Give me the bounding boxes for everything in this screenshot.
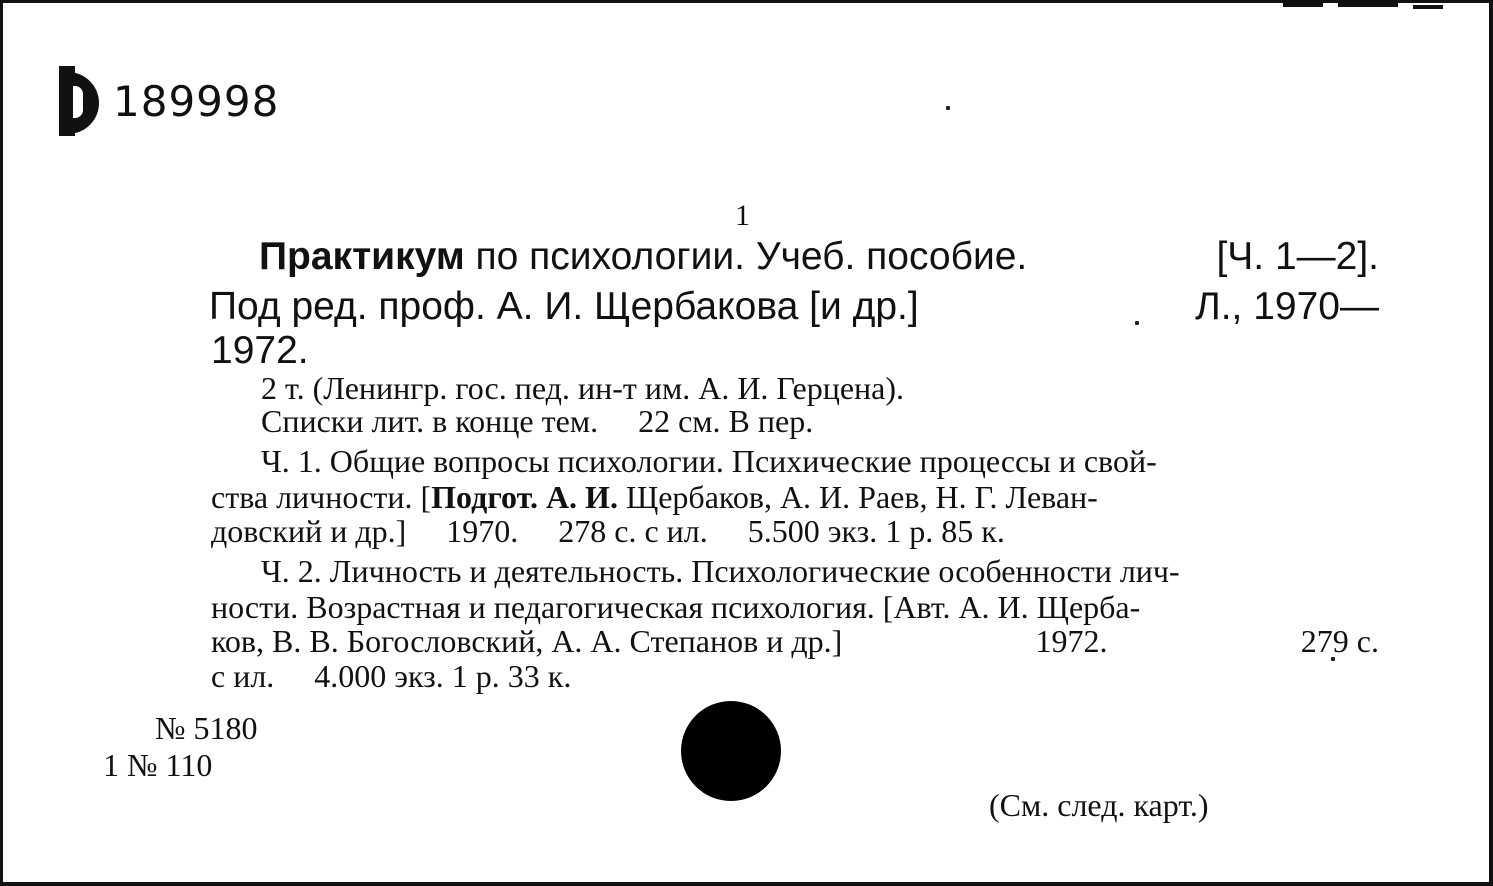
call-number bbox=[55, 61, 279, 141]
editor-statement: Под ред. проф. А. И. Щербакова [и др.] bbox=[209, 285, 919, 328]
volume-marker: 1 bbox=[735, 199, 750, 232]
speck bbox=[946, 106, 950, 110]
call-number-text: 189998 bbox=[113, 76, 280, 126]
volume-range: [Ч. 1—2]. bbox=[1216, 235, 1379, 278]
title-word: Практикум bbox=[259, 235, 465, 278]
title-line-3: 1972. bbox=[211, 329, 309, 372]
title-line-1 bbox=[259, 235, 1379, 279]
title-main bbox=[259, 235, 1027, 279]
order-number: № 5180 bbox=[155, 710, 258, 746]
part1-line2 bbox=[211, 479, 1098, 515]
part2-year: 1972. bbox=[1035, 623, 1108, 659]
edge-mark bbox=[1413, 5, 1443, 9]
part2-line1: Ч. 2. Личность и деятельность. Психологические особенности лич- bbox=[261, 553, 1180, 589]
physical-description: 2 т. (Ленингр. гос. пед. ин-т им. А. И. Герцена). bbox=[261, 370, 904, 406]
order-number-2: 1 № 110 bbox=[103, 747, 213, 783]
part1-line2-end: Щербаков, А. И. Раев, Н. Г. Леван- bbox=[617, 479, 1098, 515]
notes-line: Списки лит. в конце тем. 22 см. В пер. bbox=[261, 403, 814, 439]
part2-authors: ков, В. В. Богословский, А. А. Степанов и др.] bbox=[211, 623, 843, 659]
call-number-letter-mark bbox=[55, 64, 99, 138]
place-date: Л., 1970— bbox=[1195, 285, 1379, 328]
part1-line1: Ч. 1. Общие вопросы психологии. Психические процессы и свой- bbox=[261, 443, 1157, 479]
part2-line2: ности. Возрастная и педагогическая психология. [Авт. А. И. Щерба- bbox=[211, 589, 1141, 625]
punch-hole bbox=[681, 701, 781, 801]
part1-line3: довский и др.] 1970. 278 с. с ил. 5.500 экз. 1 р. 85 к. bbox=[211, 513, 1005, 549]
part2-line3 bbox=[211, 623, 1379, 659]
title-rest: по психологии. Учеб. пособие. bbox=[464, 235, 1028, 278]
part1-prepared-by: Подгот. А. И. bbox=[431, 479, 618, 515]
title-line-2 bbox=[209, 285, 1379, 329]
edge-mark bbox=[1283, 3, 1323, 7]
part2-line4: с ил. 4.000 экз. 1 р. 33 к. bbox=[211, 658, 572, 694]
part1-line2-start: ства личности. [ bbox=[211, 479, 432, 515]
part2-pages: 279 с. bbox=[1300, 623, 1379, 659]
continued-note: (См. след. карт.) bbox=[989, 787, 1209, 823]
edge-mark bbox=[1338, 3, 1398, 7]
